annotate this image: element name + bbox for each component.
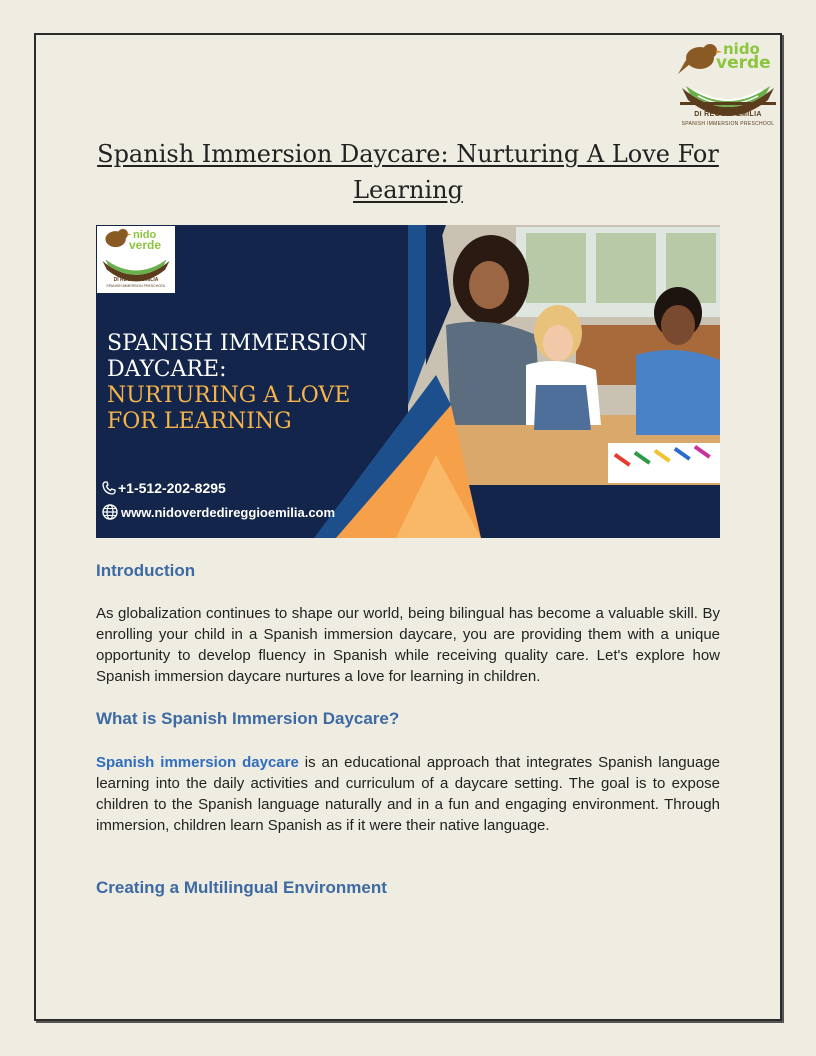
page-title: Spanish Immersion Daycare: Nurturing A Love For Learning	[97, 140, 719, 204]
what-paragraph	[96, 752, 720, 836]
banner-logo-tagline: SPANISH IMMERSION PRESCHOOL	[106, 284, 166, 288]
logo-word-verde: verde	[716, 53, 771, 73]
nido-verde-logo	[676, 40, 780, 132]
intro-paragraph: As globalization continues to shape our world, being bilingual has become a valuable skill. By enrolling your child in a Spanish immersion daycare, you are providing them with a unique opportunity to develop fluency in Spanish while receiving quality care. Let's explore how Spanish immersion daycare nurtures a love for learning in children.	[96, 605, 720, 685]
what-paragraph-text: is an educational approach that integrates Spanish language learning into the daily activities and curriculum of a daycare setting. The goal is to expose children to the Spanish language naturally and in a fun and engaging environment. Through immersion, children learn Spanish as if it were their native language.	[96, 754, 721, 834]
banner-headline-orange: NURTURING A LOVE FOR LEARNING	[107, 383, 351, 434]
hero-banner	[96, 225, 720, 538]
heading-what-is: What is Spanish Immersion Daycare?	[96, 709, 400, 728]
banner-logo-subtitle: DI REGGIO EMILIA	[113, 277, 159, 283]
banner-website-text: www.nidoverdedireggioemilia.com	[121, 504, 336, 520]
banner-logo-nido: nido	[133, 229, 157, 241]
phone-icon	[102, 481, 116, 495]
globe-icon	[102, 504, 118, 520]
banner-headline	[107, 331, 407, 435]
banner-phone	[102, 480, 226, 496]
logo-word-nido: nido	[723, 40, 760, 58]
banner-website	[102, 504, 335, 520]
spanish-immersion-daycare-link[interactable]: Spanish immersion daycare	[96, 754, 299, 771]
heading-introduction: Introduction	[96, 561, 196, 580]
banner-logo-verde: verde	[129, 238, 162, 252]
banner-logo	[97, 226, 175, 293]
banner-headline-white: SPANISH IMMERSION DAYCARE:	[107, 331, 368, 382]
logo-tagline: SPANISH IMMERSION PRESCHOOL	[681, 121, 775, 127]
banner-phone-text: +1-512-202-8295	[118, 480, 226, 496]
logo-subtitle: DI REGGIO EMILIA	[694, 111, 762, 118]
heading-multilingual: Creating a Multilingual Environment	[96, 878, 387, 897]
